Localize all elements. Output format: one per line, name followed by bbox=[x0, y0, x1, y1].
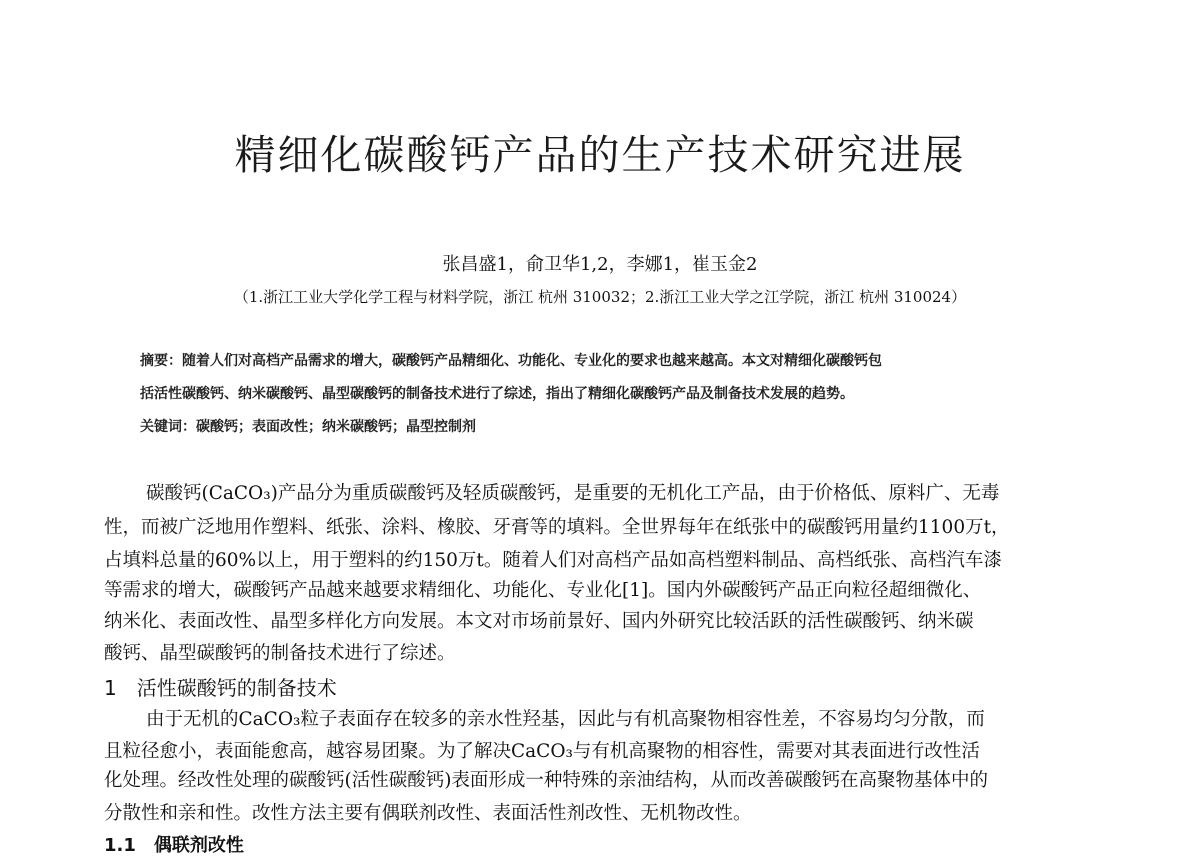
body-line: 由于无机的CaCO₃粒子表面存在较多的亲水性羟基，因此与有机高聚物相容性差，不容易均匀分散，而 bbox=[146, 709, 985, 730]
affiliation: （1.浙江工业大学化学工程与材料学院，浙江 杭州 310032；2.浙江工业大学之江学院，浙江 杭州 310024） bbox=[233, 288, 967, 306]
abstract-line: 摘要：随着人们对高档产品需求的增大，碳酸钙产品精细化、功能化、专业化的要求也越来越高。本文对精细化碳酸钙包 bbox=[140, 353, 882, 369]
body-line: 分散性和亲和性。改性方法主要有偶联剂改性、表面活性剂改性、无机物改性。 bbox=[104, 803, 752, 824]
body-line: 纳米化、表面改性、晶型多样化方向发展。本文对市场前景好、国内外研究比较活跃的活性碳酸钙、纳米碳 bbox=[104, 611, 974, 632]
author-list: 张昌盛1，俞卫华1,2，李娜1，崔玉金2 bbox=[442, 254, 758, 275]
body-line: 酸钙、晶型碳酸钙的制备技术进行了综述。 bbox=[104, 643, 456, 664]
body-line: 占填料总量的60%以上，用于塑料的约150万t。随着人们对高档产品如高档塑料制品、高档纸张、高档汽车漆 bbox=[104, 550, 1002, 571]
keywords: 关键词：碳酸钙；表面改性；纳米碳酸钙；晶型控制剂 bbox=[140, 419, 476, 435]
paper-title: 精细化碳酸钙产品的生产技术研究进展 bbox=[234, 131, 966, 179]
abstract-line: 括活性碳酸钙、纳米碳酸钙、晶型碳酸钙的制备技术进行了综述，指出了精细化碳酸钙产品及制备技术发展的趋势。 bbox=[140, 386, 854, 402]
body-line: 碳酸钙(CaCO₃)产品分为重质碳酸钙及轻质碳酸钙，是重要的无机化工产品，由于价格低、原料广、无毒 bbox=[146, 483, 1000, 504]
body-line: 化处理。经改性处理的碳酸钙(活性碳酸钙)表面形成一种特殊的亲油结构，从而改善碳酸钙在高聚物基体中的 bbox=[104, 770, 988, 791]
body-line: 性，而被广泛地用作塑料、纸张、涂料、橡胶、牙膏等的填料。全世界每年在纸张中的碳酸钙用量约1100万t， bbox=[104, 517, 1010, 538]
body-line: 且粒径愈小，表面能愈高，越容易团聚。为了解决CaCO₃与有机高聚物的相容性，需要对其表面进行改性活 bbox=[104, 741, 980, 762]
body-line: 等需求的增大，碳酸钙产品越来越要求精细化、功能化、专业化[1]。国内外碳酸钙产品正向粒径超细微化、 bbox=[104, 580, 982, 601]
subsection-heading: 1.1 偶联剂改性 bbox=[104, 835, 244, 856]
section-heading: 1 活性碳酸钙的制备技术 bbox=[104, 676, 337, 700]
